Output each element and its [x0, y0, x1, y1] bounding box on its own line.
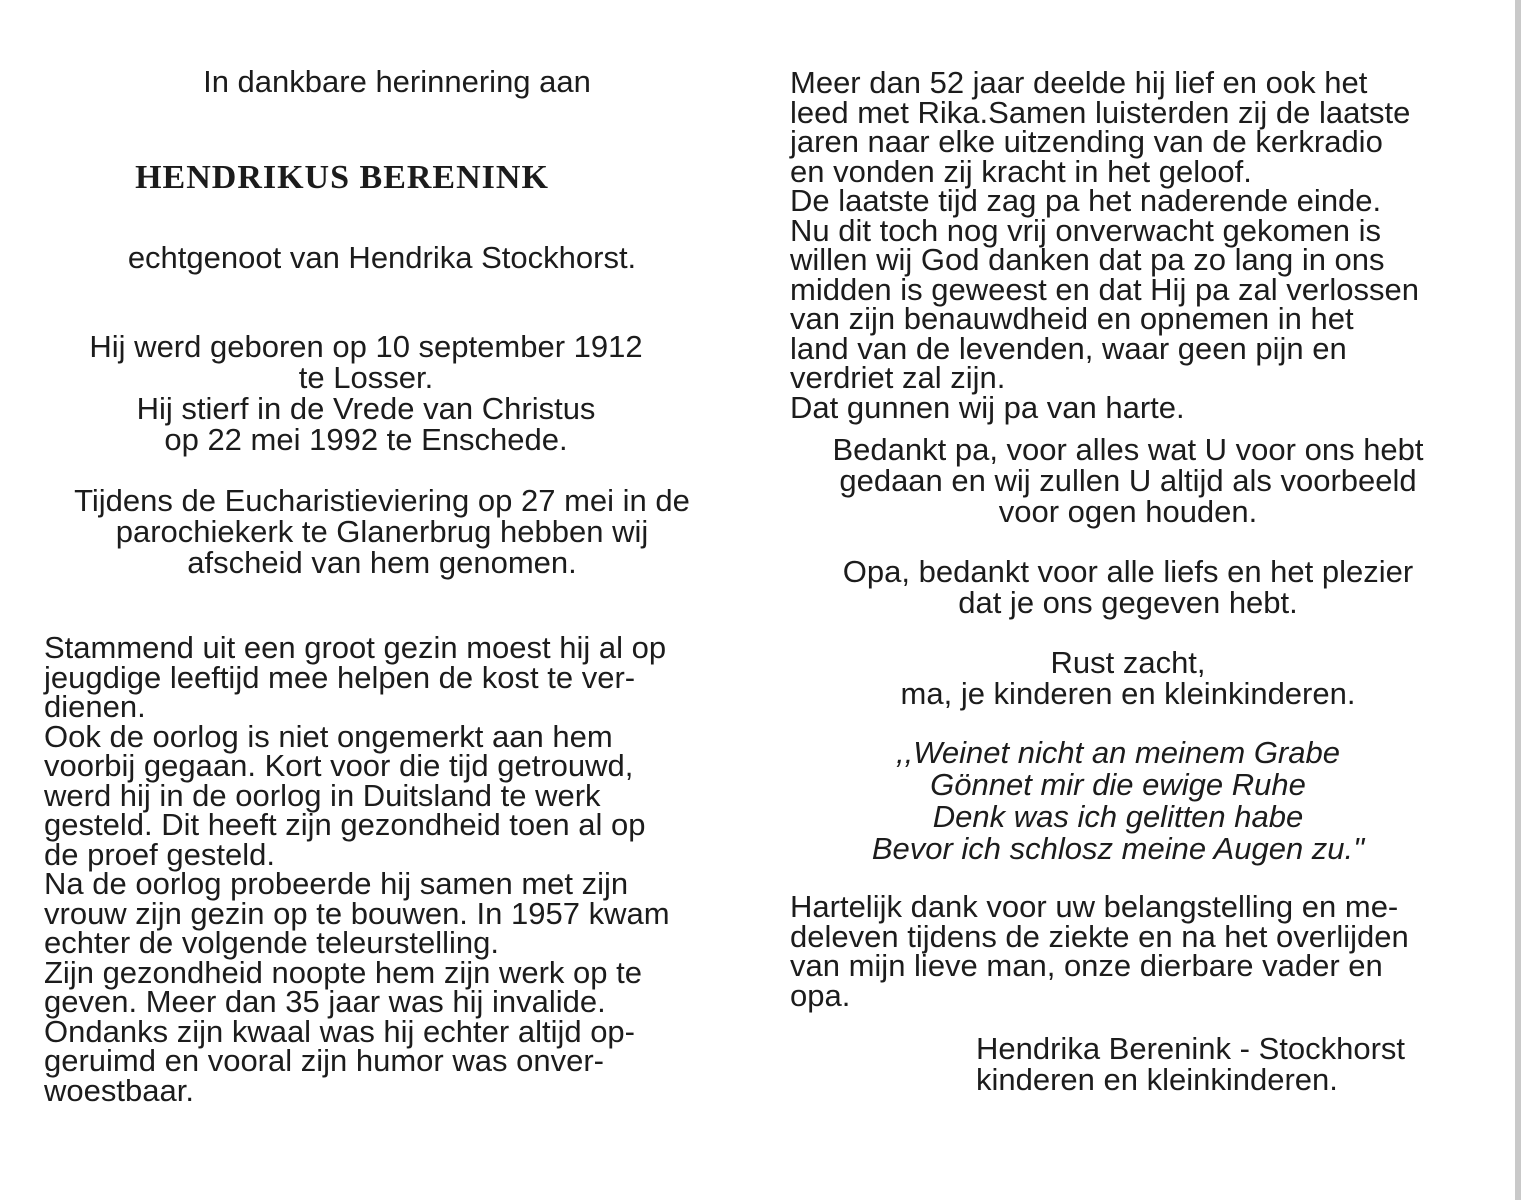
thanks-opa-line: dat je ons gegeven hebt. — [958, 585, 1298, 620]
biography-line: geruimd en vooral zijn humor was onver- — [44, 1043, 604, 1078]
biography-line: jeugdige leeftijd mee helpen de kost te ver- — [44, 659, 636, 695]
farewell-text — [44, 485, 720, 578]
biography-line: Zijn gezondheid noopte hem zijn werk op te — [44, 954, 642, 990]
signature-line: Hendrika Berenink - Stockhorst — [976, 1031, 1406, 1066]
signature-line: kinderen en kleinkinderen. — [976, 1062, 1338, 1097]
biography-line: Ondanks zijn kwaal was hij echter altijd op- — [44, 1013, 635, 1049]
biography-line: woestbaar. — [44, 1072, 194, 1108]
rest-line: ma, je kinderen en kleinkinderen. — [900, 676, 1356, 711]
biography-line: Ook de oorlog is niet ongemerkt aan hem — [44, 718, 613, 754]
biography-line: Na de oorlog probeerde hij samen met zijn — [44, 866, 629, 901]
gratitude-line: van mijn lieve man, onze dierbare vader en — [790, 948, 1383, 983]
farewell-line: afscheid van hem genomen. — [187, 545, 577, 580]
birth-place-line: te Losser. — [298, 360, 434, 395]
intro-text — [44, 66, 720, 97]
gratitude-line: Hartelijk dank voor uw belangstelling en me- — [790, 889, 1399, 924]
story-line: en vonden zij kracht in het geloof. — [790, 153, 1252, 189]
story-line: leed met Rika.Samen luisterden zij de laatste — [790, 94, 1411, 130]
farewell-line: parochiekerk te Glanerbrug hebben wij — [115, 514, 649, 549]
story-text — [790, 65, 1466, 425]
story-line: Meer dan 52 jaar deelde hij lief en ook het — [790, 65, 1368, 100]
thanks-pa-line: voor ogen houden. — [998, 494, 1258, 529]
biography-line: gesteld. Dit heeft zijn gezondheid toen al op — [44, 807, 646, 842]
biography-line: Stammend uit een groot gezin moest hij al op — [44, 630, 667, 665]
story-line: land van de levenden, waar geen pijn en — [790, 330, 1347, 366]
birth-death-text — [28, 331, 704, 455]
card-edge — [1515, 0, 1521, 1200]
death-date-line: op 22 mei 1992 te Enschede. — [164, 422, 568, 457]
biography-line: geven. Meer dan 35 jaar was hij invalide. — [44, 984, 606, 1019]
biography-line: echter de volgende teleurstelling. — [44, 925, 499, 960]
gratitude-text — [790, 889, 1466, 1013]
story-line: jaren naar elke uitzending van de kerkradio — [790, 124, 1383, 159]
death-line: Hij stierf in de Vrede van Christus — [136, 391, 596, 426]
story-line: van zijn benauwdheid en opnemen in het — [790, 301, 1354, 336]
thanks-pa-text — [790, 434, 1466, 527]
biography-line: voorbij gegaan. Kort voor die tijd getrouwd, — [44, 748, 634, 783]
signature-text — [976, 1033, 1466, 1095]
spouse-line: echtgenoot van Hendrika Stockhorst. — [127, 240, 637, 275]
story-line: Nu dit toch nog vrij onverwacht gekomen is — [790, 212, 1382, 248]
spouse-text — [44, 242, 720, 273]
story-line: verdriet zal zijn. — [790, 360, 1006, 395]
deceased-name-text: HENDRIKUS BERENINK — [135, 159, 549, 196]
biography-line: de proef gesteld. — [44, 836, 275, 872]
story-line: midden is geweest en dat Hij pa zal verlossen — [790, 271, 1419, 307]
poem-text — [780, 737, 1456, 865]
thanks-opa-line: Opa, bedankt voor alle liefs en het plezier — [842, 554, 1414, 589]
gratitude-line: deleven tijdens de ziekte en na het overlijden — [790, 918, 1409, 954]
biography-text — [44, 630, 716, 1108]
farewell-line: Tijdens de Eucharistieviering op 27 mei in de — [74, 483, 690, 518]
gratitude-line: opa. — [790, 977, 851, 1013]
poem-line: ,,Weinet nicht an meinem Grabe — [896, 735, 1340, 770]
poem-line: Gönnet mir die ewige Ruhe — [930, 767, 1306, 802]
biography-line: dienen. — [44, 689, 146, 724]
thanks-pa-line: Bedankt pa, voor alles wat U voor ons hebt — [832, 432, 1424, 467]
left-column — [44, 0, 720, 1200]
thanks-opa-text — [790, 556, 1466, 618]
right-column — [790, 0, 1466, 1200]
poem-line: Bevor ich schlosz meine Augen zu." — [871, 831, 1365, 866]
deceased-name — [4, 158, 680, 198]
rest-line: Rust zacht, — [1050, 645, 1206, 680]
biography-line: werd hij in de oorlog in Duitsland te werk — [44, 777, 601, 813]
thanks-pa-line: gedaan en wij zullen U altijd als voorbeeld — [839, 463, 1417, 498]
birth-line: Hij werd geboren op 10 september 1912 — [89, 329, 643, 364]
poem-line: Denk was ich gelitten habe — [932, 799, 1304, 834]
biography-line: vrouw zijn gezin op te bouwen. In 1957 kwam — [44, 895, 670, 931]
story-line: Dat gunnen wij pa van harte. — [790, 389, 1185, 425]
rest-text — [790, 647, 1466, 709]
story-line: De laatste tijd zag pa het naderende einde. — [790, 183, 1382, 218]
story-line: willen wij God danken dat pa zo lang in ons — [790, 242, 1385, 277]
intro-line: In dankbare herinnering aan — [203, 64, 591, 99]
